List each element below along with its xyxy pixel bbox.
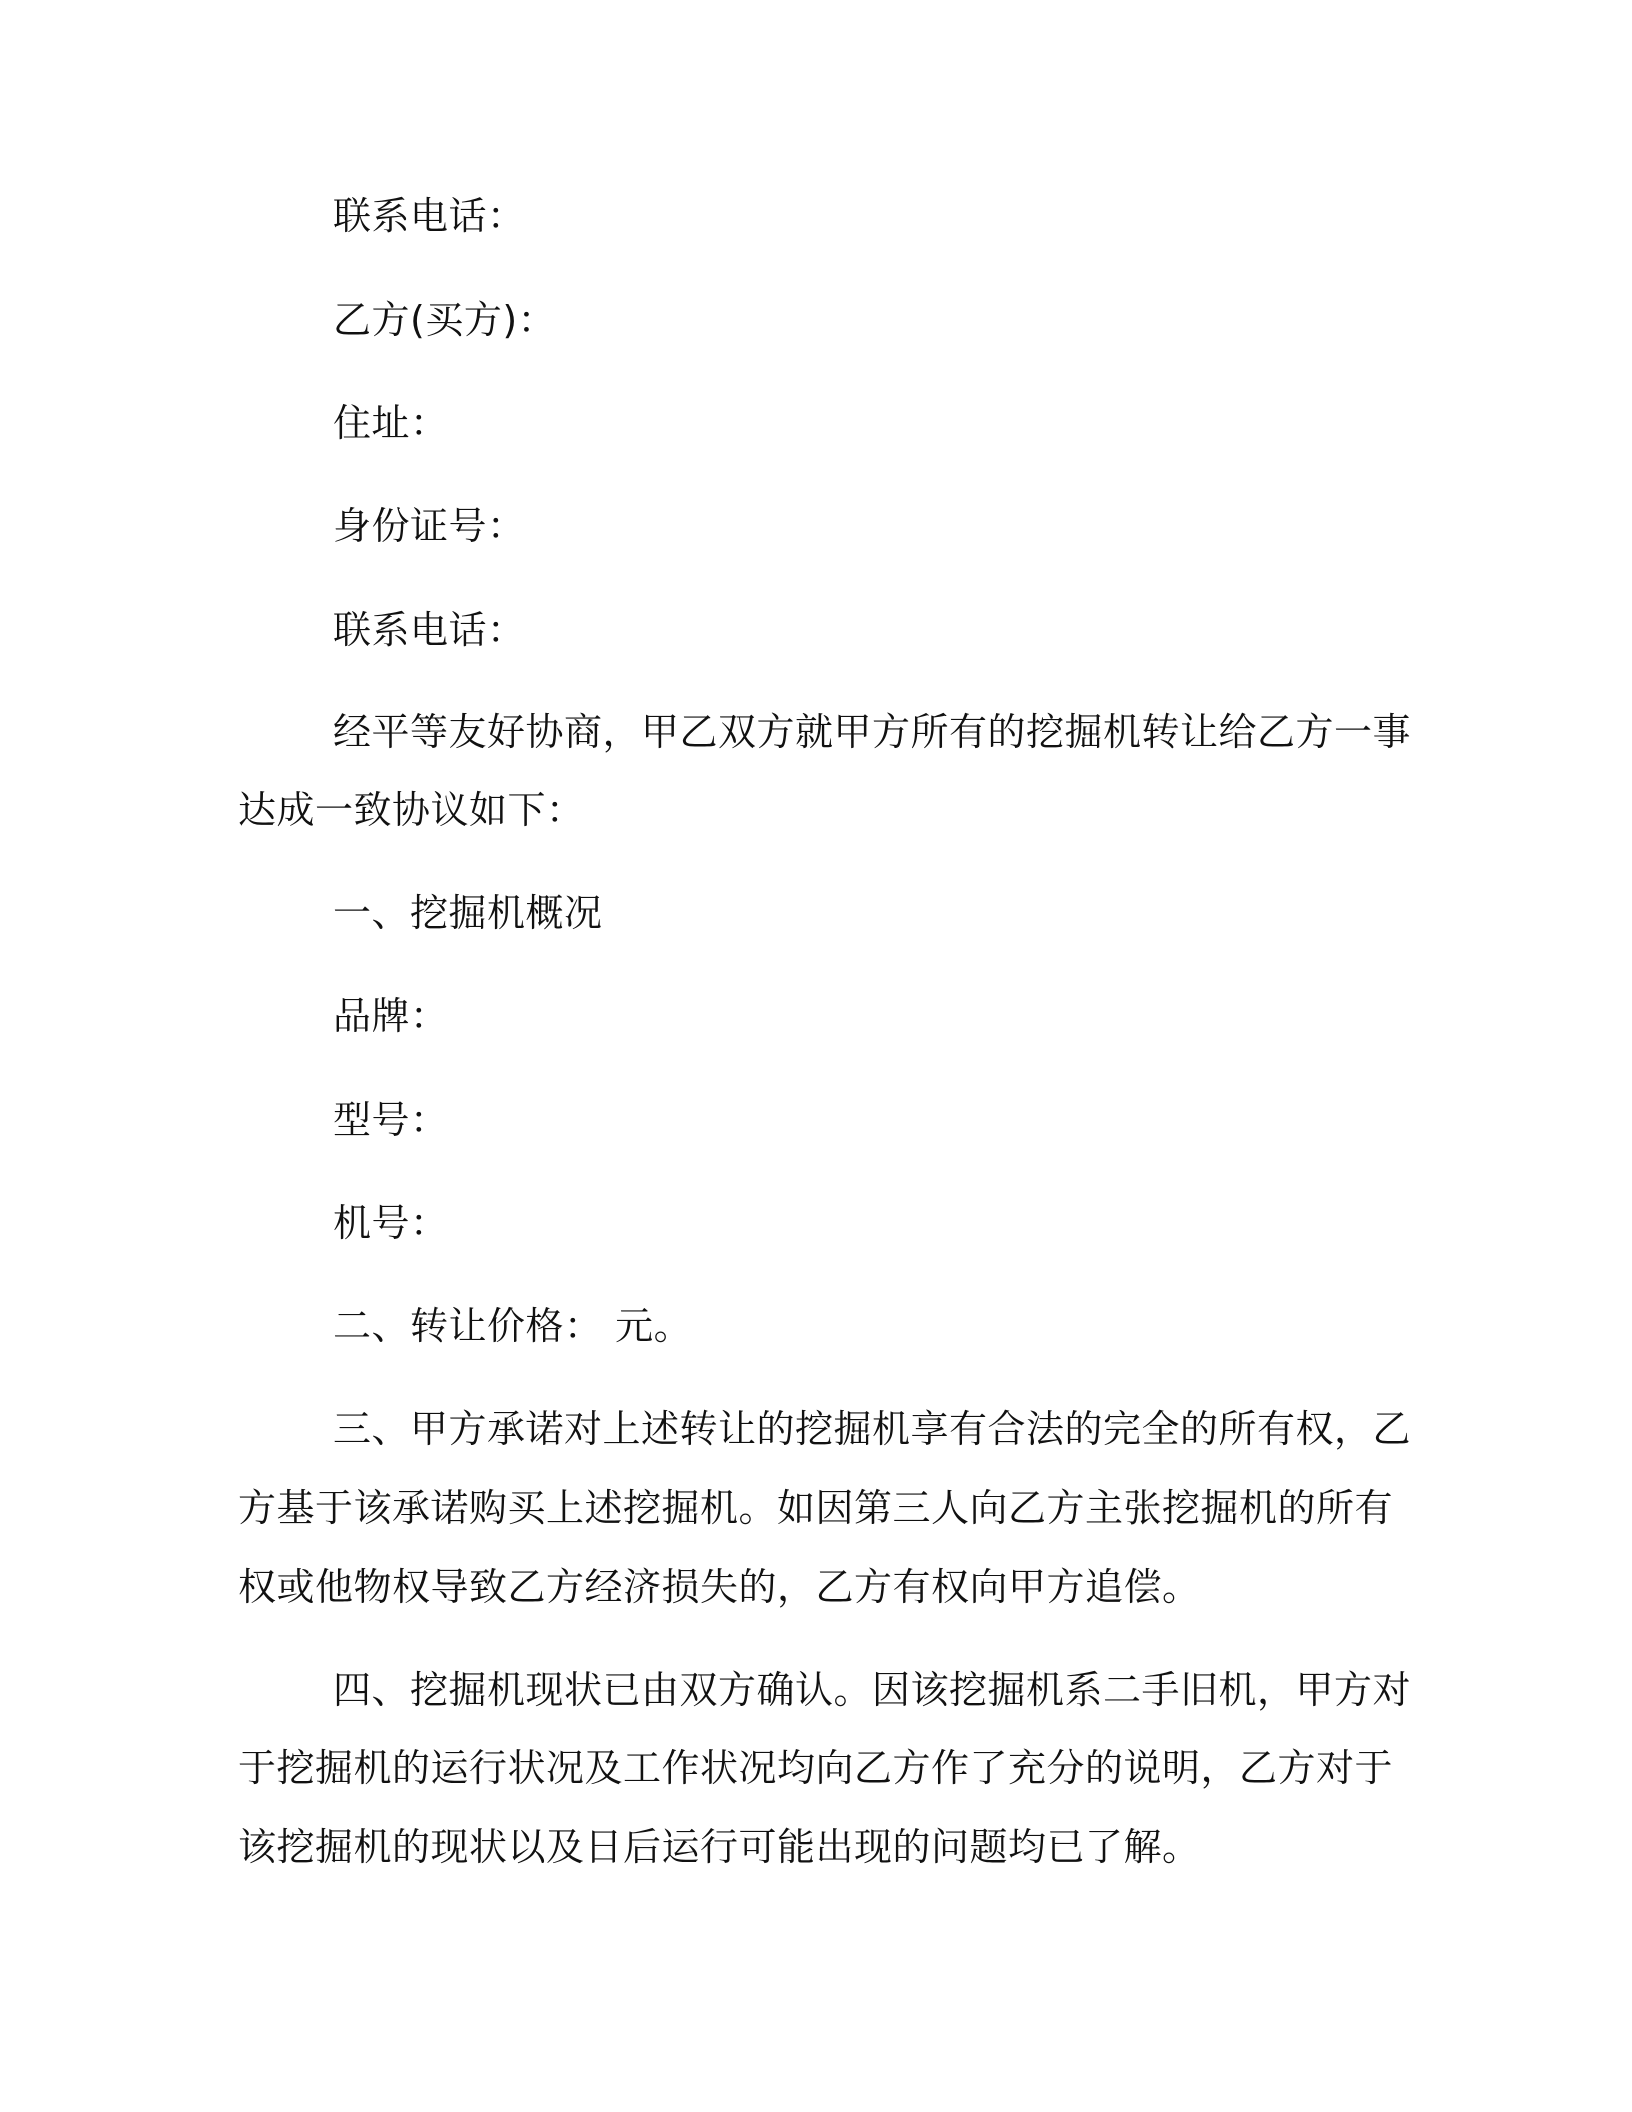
contact-phone-line-2: 联系电话：	[333, 608, 526, 652]
machine-number-line: 机号：	[333, 1201, 449, 1245]
address-line: 住址：	[333, 401, 449, 445]
section-3-line-1: 三、甲方承诺对上述转让的挖掘机享有合法的完全的所有权，乙	[333, 1407, 1412, 1451]
intro-line-2: 达成一致协议如下：	[238, 788, 585, 832]
brand-line: 品牌：	[333, 994, 449, 1038]
section-1-title: 一、挖掘机概况	[333, 891, 603, 935]
party-b-line: 乙方(买方)：	[333, 298, 557, 342]
section-4-line-2: 于挖掘机的运行状况及工作状况均向乙方作了充分的说明，乙方对于	[238, 1746, 1394, 1790]
model-line: 型号：	[333, 1098, 449, 1142]
id-number-line: 身份证号：	[333, 504, 526, 548]
section-2-price-line: 二、转让价格： 元。	[333, 1304, 693, 1348]
section-4-line-3: 该挖掘机的现状以及日后运行可能出现的问题均已了解。	[238, 1825, 1201, 1869]
contact-phone-line-1: 联系电话：	[333, 194, 526, 238]
section-3-line-2: 方基于该承诺购买上述挖掘机。如因第三人向乙方主张挖掘机的所有	[238, 1486, 1394, 1530]
section-4-line-1: 四、挖掘机现状已由双方确认。因该挖掘机系二手旧机，甲方对	[333, 1668, 1412, 1712]
section-3-line-3: 权或他物权导致乙方经济损失的，乙方有权向甲方追偿。	[238, 1565, 1201, 1609]
intro-line-1: 经平等友好协商，甲乙双方就甲方所有的挖掘机转让给乙方一事	[333, 710, 1412, 754]
